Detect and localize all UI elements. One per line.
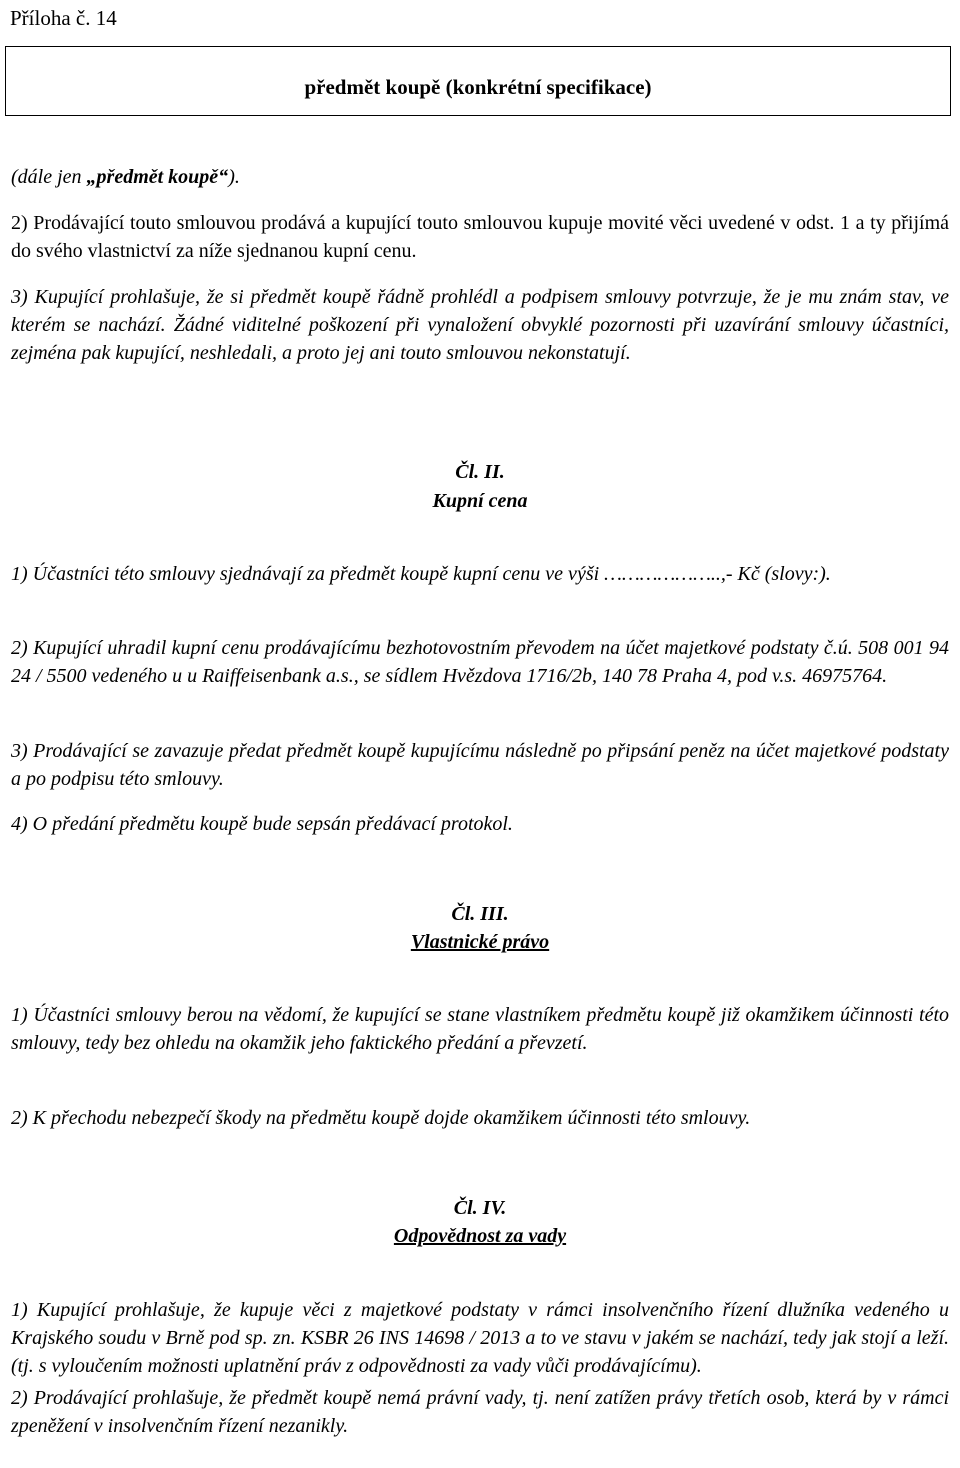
article4-number: Čl. IV.: [453, 1197, 507, 1219]
article4-title: Odpovědnost za vady: [393, 1225, 567, 1247]
article2-paragraph-4: 4) O předání předmětu koupě bude sepsán předávací protokol.: [11, 813, 513, 835]
annex-label: Příloha č. 14: [10, 6, 117, 30]
article1-paragraph-3: 3) Kupující prohlašuje, že si předmět koupě řádně prohlédl a podpisem smlouvy potvrzuje, že je mu znám stav, ve kterém se nachází. Žádné viditelné poškození při vynaložení obvyklé pozornosti při uzavírání smlouvy účastníci, zejména pak kupující, neshledali, a proto jej ani touto smlouvou nekonstatují.: [11, 286, 949, 364]
article3-paragraph-1: 1) Účastníci smlouvy berou na vědomí, že kupující se stane vlastníkem předmětu koupě již okamžikem účinnosti této smlouvy, tedy bez ohledu na okamžik jeho faktického předání a převzetí.: [11, 1004, 949, 1054]
article3-title: Vlastnické právo: [410, 931, 550, 953]
intro-suffix: ).: [228, 166, 240, 188]
article2-paragraph-2: 2) Kupující uhradil kupní cenu prodávajícímu bezhotovostním převodem na účet majetkové podstaty č.ú. 508 001 94 24 / 5500 vedeného u u Raiffeisenbank a.s., se sídlem Hvězdova 1716/2b, 140 78 Praha 4, pod v.s. 46975764.: [11, 637, 949, 687]
intro-line: [11, 163, 949, 191]
article2-title: Kupní cena: [432, 490, 528, 512]
article4-paragraph-2: 2) Prodávající prohlašuje, že předmět koupě nemá právní vady, tj. není zatížen právy třetích osob, která by v rámci zpeněžení v insolvenčním řízení nezanikly.: [11, 1387, 949, 1437]
article2-number: Čl. II.: [455, 461, 505, 483]
article2-paragraph-3: 3) Prodávající se zavazuje předat předmět koupě kupujícímu následně po připsání peněz na účet majetkové podstaty a po podpisu této smlouvy.: [11, 740, 949, 790]
article3-number: Čl. III.: [451, 903, 509, 925]
intro-bold-term: „předmět koupě“: [86, 166, 229, 188]
subject-box: [5, 46, 951, 116]
article3-paragraph-2: 2) K přechodu nebezpečí škody na předmětu koupě dojde okamžikem účinnosti této smlouvy.: [11, 1107, 751, 1129]
subject-box-title: předmět koupě (konkrétní specifikace): [304, 75, 652, 99]
article4-paragraph-1: 1) Kupující prohlašuje, že kupuje věci z majetkové podstaty v rámci insolvenčního řízení dlužníka vedeného u Krajského soudu v Brně pod sp. zn. KSBR 26 INS 14698 / 2013 a to ve stavu v jakém se nachází, tedy jak stojí a leží. (tj. s vyloučením možnosti uplatnění práv z odpovědnosti za vady vůči prodávajícímu).: [11, 1299, 949, 1377]
intro-prefix: (dále jen: [11, 166, 87, 188]
article1-paragraph-2: 2) Prodávající touto smlouvou prodává a kupující touto smlouvou kupuje movité věci uvedené v odst. 1 a ty přijímá do svého vlastnictví za níže sjednanou kupní cenu.: [11, 212, 949, 262]
article2-paragraph-1: 1) Účastníci této smlouvy sjednávají za předmět koupě kupní cenu ve výši ………………..,- Kč (slovy:).: [11, 563, 831, 585]
